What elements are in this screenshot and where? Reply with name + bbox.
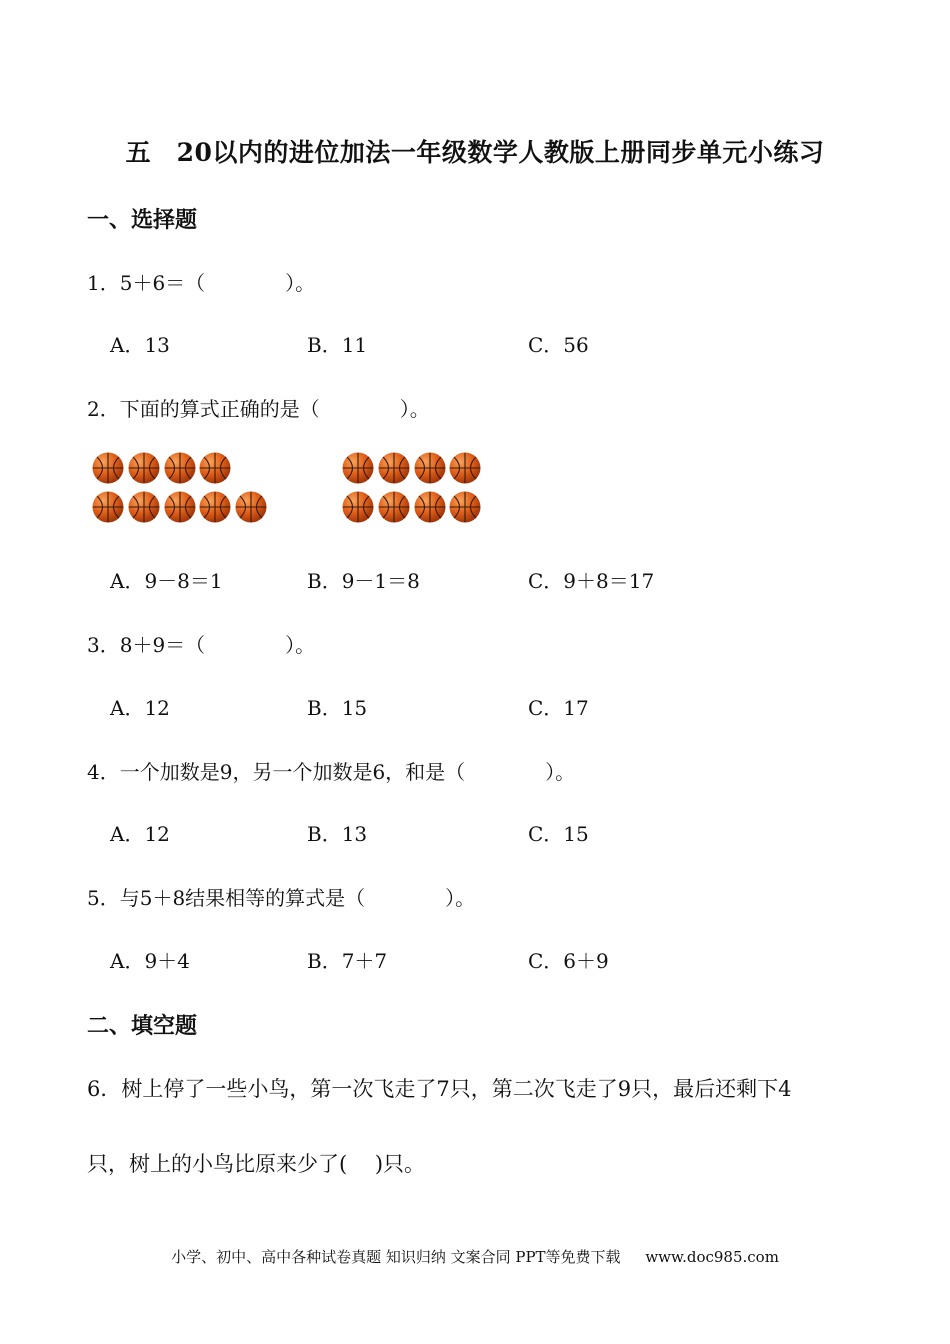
question-2-option-b: B．9－1＝8 [307, 569, 420, 593]
basketball-icon [414, 491, 446, 523]
basketball-icon [199, 452, 231, 484]
question-1-option-a: A．13 [110, 333, 170, 357]
question-4-stem: 4．一个加数是9，另一个加数是6，和是（ ）。 [87, 760, 576, 784]
section-heading-fill: 二、填空题 [87, 1013, 198, 1039]
question-2-stem: 2．下面的算式正确的是（ ）。 [87, 397, 430, 421]
question-3-stem: 3．8＋9＝（ ）。 [87, 633, 316, 657]
footer-text: 小学、初中、高中各种试卷真题 知识归纳 文案合同 PPT等免费下载 [171, 1248, 621, 1266]
basketball-icon [128, 452, 160, 484]
page-title: 五 20以内的进位加法一年级数学人教版上册同步单元小练习 [125, 138, 825, 167]
basketball-icon [199, 491, 231, 523]
basketball-icon [449, 491, 481, 523]
question-1-stem: 1．5＋6＝（ ）。 [87, 271, 316, 295]
basketball-icon [164, 452, 196, 484]
question-6-line-1: 6．树上停了一些小鸟，第一次飞走了7只，第二次飞走了9只，最后还剩下4 [87, 1077, 792, 1101]
basketball-icon [92, 452, 124, 484]
question-4-option-b: B．13 [307, 822, 368, 846]
question-5-option-b: B．7＋7 [307, 949, 388, 973]
basketball-icon [235, 491, 267, 523]
question-2-option-a: A．9－8＝1 [110, 569, 223, 593]
question-3-option-b: B．15 [307, 696, 368, 720]
question-3-option-a: A．12 [110, 696, 170, 720]
basketball-icon [92, 491, 124, 523]
question-5-option-c: C．6＋9 [528, 949, 609, 973]
question-1-option-c: C．56 [528, 333, 589, 357]
basketball-icon [128, 491, 160, 523]
basketball-icon [164, 491, 196, 523]
question-6-line-2: 只，树上的小鸟比原来少了( )只。 [87, 1152, 426, 1176]
basketball-icon [342, 452, 374, 484]
question-4-option-c: C．15 [528, 822, 589, 846]
basketball-icon [414, 452, 446, 484]
question-2-option-c: C．9＋8＝17 [528, 569, 655, 593]
footer-url[interactable]: www.doc985.com [645, 1248, 779, 1266]
question-4-option-a: A．12 [110, 822, 170, 846]
basketball-icon [449, 452, 481, 484]
question-5-option-a: A．9＋4 [110, 949, 190, 973]
question-5-stem: 5．与5＋8结果相等的算式是（ ）。 [87, 886, 476, 910]
basketball-icon [378, 452, 410, 484]
page-footer [0, 1246, 950, 1267]
basketball-icon [342, 491, 374, 523]
section-heading-choice: 一、选择题 [87, 207, 198, 233]
question-3-option-c: C．17 [528, 696, 589, 720]
question-1-option-b: B．11 [307, 333, 368, 357]
basketball-icon [378, 491, 410, 523]
